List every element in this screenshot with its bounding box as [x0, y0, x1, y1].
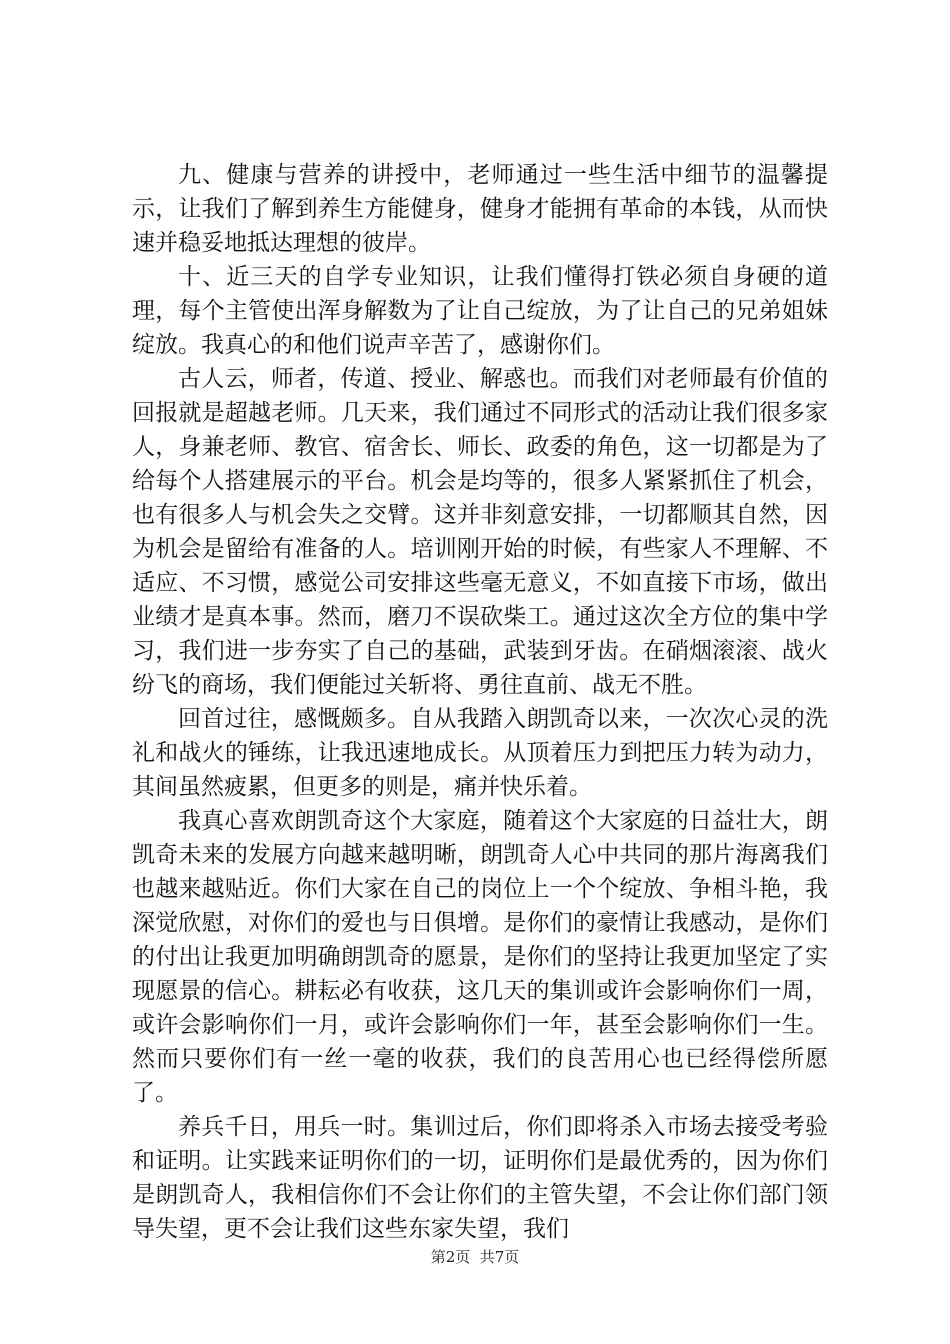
page-number-footer: 第2页 共7页 — [430, 1248, 520, 1266]
paragraph-3: 古人云，师者，传道、授业、解惑也。而我们对老师最有价值的回报就是超越老师。几天来，我们通过不同形式的活动让我们很多家人，身兼老师、教官、宿舍长、师长、政委的角色，这一切都是为了给每个人搭建展示的平台。机会是均等的，很多人紧紧抓住了机会，也有很多人与机会失之交臂。这并非刻意安排，一切都顺其自然，因为机会是留给有准备的人。培训刚开始的时候，有些家人不理解、不适应、不习惯，感觉公司安排这些毫无意义，不如直接下市场，做出业绩才是真本事。然而，磨刀不误砍柴工。通过这次全方位的集中学习，我们进一步夯实了自己的基础，武装到牙齿。在硝烟滚滚、战火纷飞的商场，我们便能过关斩将、勇往直前、战无不胜。 — [132, 366, 828, 698]
paragraph-6: 养兵千日，用兵一时。集训过后，你们即将杀入市场去接受考验和证明。让实践来证明你们的一切，证明你们是最优秀的，因为你们是朗凯奇人，我相信你们不会让你们的主管失望，不会让你们部门领导失望，更不会让我们这些东家失望，我们 — [132, 1114, 828, 1242]
paragraph-5: 我真心喜欢朗凯奇这个大家庭，随着这个大家庭的日益壮大，朗凯奇未来的发展方向越来越明晰，朗凯奇人心中共同的那片海离我们也越来越贴近。你们大家在自己的岗位上一个个绽放、争相斗艳，我深觉欣慰，对你们的爱也与日俱增。是你们的豪情让我感动，是你们的付出让我更加明确朗凯奇的愿景，是你们的坚持让我更加坚定了实现愿景的信心。耕耘必有收获，这几天的集训或许会影响你们一周，或许会影响你们一月，或许会影响你们一年，甚至会影响你们一生。然而只要你们有一丝一毫的收获，我们的良苦用心也已经得偿所愿了。 — [132, 808, 828, 1106]
body-text — [132, 158, 828, 1246]
paragraph-1: 九、健康与营养的讲授中，老师通过一些生活中细节的温馨提示，让我们了解到养生方能健身，健身才能拥有革命的本钱，从而快速并稳妥地抵达理想的彼岸。 — [132, 162, 828, 256]
paragraph-4: 回首过往，感慨颇多。自从我踏入朗凯奇以来，一次次心灵的洗礼和战火的锤练，让我迅速地成长。从顶着压力到把压力转为动力，其间虽然疲累，但更多的则是，痛并快乐着。 — [132, 706, 828, 800]
paragraph-2: 十、近三天的自学专业知识，让我们懂得打铁必须自身硬的道理，每个主管使出浑身解数为了让自己绽放，为了让自己的兄弟姐妹绽放。我真心的和他们说声辛苦了，感谢你们。 — [132, 264, 828, 358]
